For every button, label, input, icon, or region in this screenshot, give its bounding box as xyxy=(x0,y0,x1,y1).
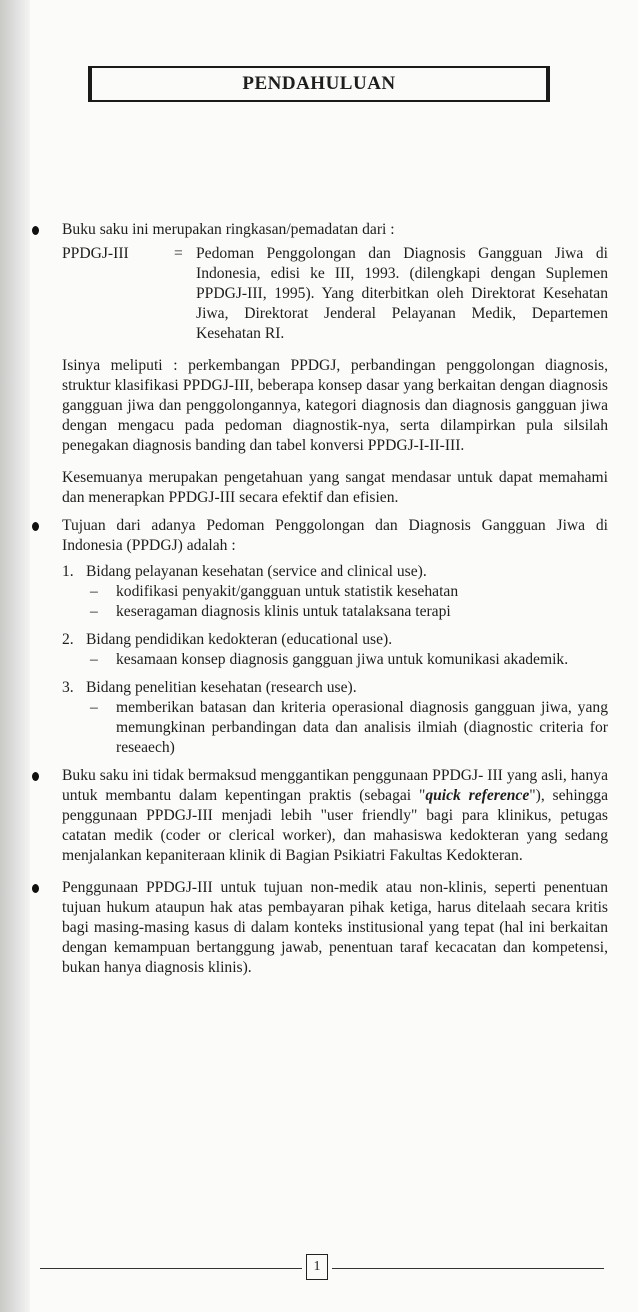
purpose-label: Bidang pelayanan kesehatan (service and clinical use). xyxy=(86,563,427,580)
bullet-dot-icon xyxy=(32,884,39,893)
purpose-subitem-text: memberikan batasan dan kriteria operasional diagnosis gangguan jiwa, yang memungkinan perbandingan data dan analisis ilmiah (diagnostic criteria for reseaech) xyxy=(116,699,608,756)
purpose-subitem xyxy=(62,650,608,670)
definition-equals: = xyxy=(174,245,183,262)
dash-marker: – xyxy=(90,583,98,600)
dash-marker: – xyxy=(90,699,98,716)
purpose-number: 3. xyxy=(62,679,74,696)
purpose-subitem xyxy=(62,602,608,622)
bullet-purpose xyxy=(62,516,608,556)
purpose-item xyxy=(62,562,608,582)
quick-reference-text: quick reference xyxy=(425,787,530,804)
purpose-subitem xyxy=(62,698,608,758)
purpose-subitem xyxy=(62,582,608,602)
purpose-label: Bidang pendidikan kedokteran (educational use). xyxy=(86,631,393,648)
contents-paragraph: Isinya meliputi : perkembangan PPDGJ, perbandingan penggolongan diagnosis, struktur klasifikasi PPDGJ-III, beberapa konsep dasar yang berkaitan dengan diagnosis gangguan jiwa dan penggolongannya, kategori diagnosis dan diagnosis gangguan jiwa dengan mengacu pada pedoman diagnostik-nya, serta dilampirkan pula silsilah penegakan diagnosis banding dan tabel konversi PPDGJ-I-II-III. xyxy=(62,357,608,454)
book-spine-shadow xyxy=(0,0,30,1312)
usage-paragraph: Penggunaan PPDGJ-III untuk tujuan non-medik atau non-klinis, seperti penentuan tujuan hukum ataupun hak atas pembayaran pihak ketiga, harus ditelaah secara kritis bagi masing-masing kasus di dalam konteks institusional yang tepat (hal ini berkaitan dengan kemampuan bertanggung jawab, penentuan taraf kecacatan dan kompetensi, bukan hanya diagnosis klinis). xyxy=(62,879,608,976)
handbook-paragraph xyxy=(62,766,608,866)
bullet-handbook-purpose xyxy=(62,766,608,866)
purpose-subitem-text: keseragaman diagnosis klinis untuk tatalaksana terapi xyxy=(116,603,451,620)
intro-text: Buku saku ini merupakan ringkasan/pemadatan dari : xyxy=(62,221,395,238)
handbook-text-before: Buku saku ini tidak bermaksud menggantikan penggunaan PPDGJ- III yang asli, hanya untuk membantu dalam kepentingan praktis (sebagai " xyxy=(62,767,608,804)
purpose-label: Bidang penelitian kesehatan (research use). xyxy=(86,679,357,696)
page-title: PENDAHULUAN xyxy=(242,73,396,94)
definition-term: PPDGJ-III xyxy=(62,245,129,262)
purpose-subitem-text: kodifikasi penyakit/gangguan untuk statistik kesehatan xyxy=(116,583,459,600)
main-content xyxy=(62,220,608,978)
purpose-number: 1. xyxy=(62,563,74,580)
definition-row xyxy=(62,244,608,344)
purpose-list xyxy=(62,562,608,758)
purpose-number: 2. xyxy=(62,631,74,648)
summary-paragraph: Kesemuanya merupakan pengetahuan yang sangat mendasar untuk dapat memahami dan menerapkan PPDGJ-III secara efektif dan efisien. xyxy=(62,469,608,506)
bullet-dot-icon xyxy=(32,226,39,235)
handbook-text-after: "), sehingga penggunaan PPDGJ-III menjadi lebih "user friendly" bagi para klinikus, petugas catatan medik (coder or clerical worker), dan mahasiswa kedokteran yang sedang menjalankan kepaniteraan klinik di Bagian Psikiatri Fakultas Kedokteran. xyxy=(62,787,608,864)
footer-rule-right xyxy=(332,1268,604,1269)
definition-text: Pedoman Penggolongan dan Diagnosis Gangguan Jiwa di Indonesia, edisi ke III, 1993. (dilengkapi dengan Suplemen PPDGJ-III, 1995). Yang diterbitkan oleh Direktorat Kesehatan Jiwa, Direktorat Jenderal Pelayanan Medik, Departemen Kesehatan RI. xyxy=(196,245,608,342)
bullet-dot-icon xyxy=(32,522,39,531)
purpose-item xyxy=(62,678,608,698)
bullet-dot-icon xyxy=(32,772,39,781)
bullet-usage xyxy=(62,878,608,978)
title-box xyxy=(88,66,550,102)
purpose-intro: Tujuan dari adanya Pedoman Penggolongan dan Diagnosis Gangguan Jiwa di Indonesia (PPDGJ) adalah : xyxy=(62,517,608,554)
purpose-subitem-text: kesamaan konsep diagnosis gangguan jiwa untuk komunikasi akademik. xyxy=(116,651,569,668)
page-number: 1 xyxy=(306,1254,328,1280)
dash-marker: – xyxy=(90,603,98,620)
dash-marker: – xyxy=(90,651,98,668)
footer-rule-left xyxy=(40,1268,302,1269)
purpose-item xyxy=(62,630,608,650)
bullet-intro xyxy=(62,220,608,240)
